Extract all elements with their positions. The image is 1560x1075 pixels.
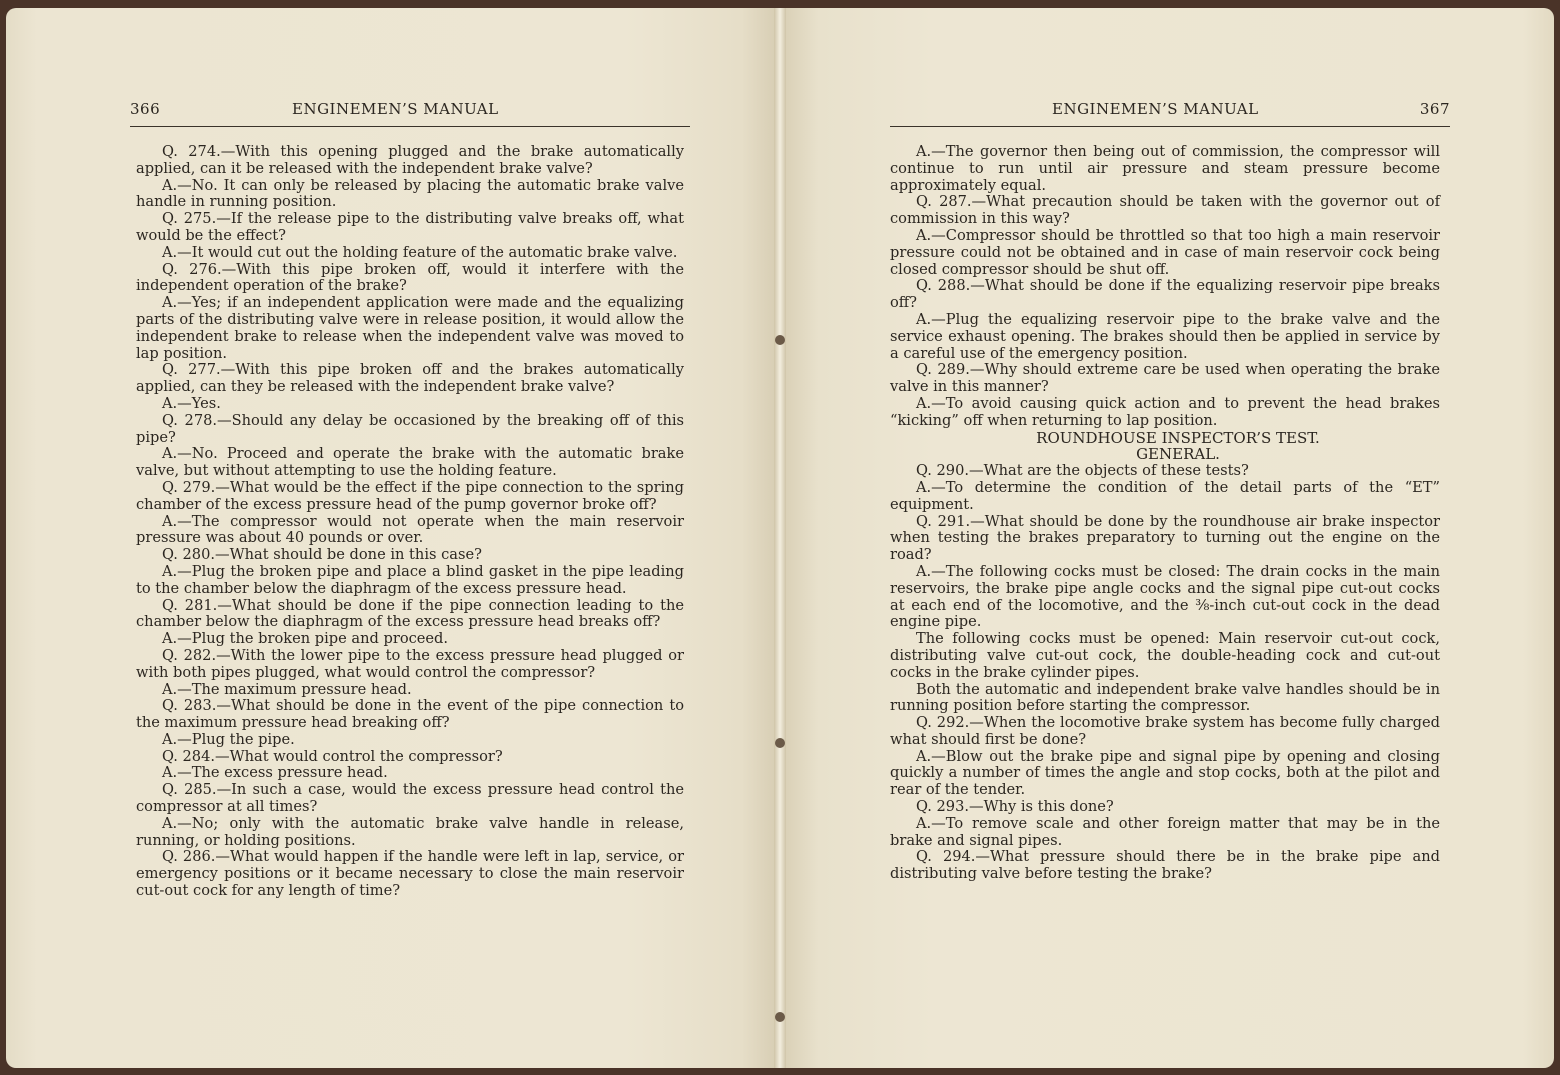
left-page-body [136,144,684,900]
book-gutter [774,8,786,1068]
paragraph: The following cocks must be opened: Main reservoir cut-out cock, distributing valve cut-out cock, the double-heading cock and cut-out cocks in the brake cylinder pipes. [890,630,1440,681]
paragraph: Q. 281.—What should be done if the pipe connection leading to the chamber below the diaphragm of the excess pressure head breaks off? [136,596,684,631]
paragraph: A.—The excess pressure head. [162,764,388,782]
paragraph: A.—No. It can only be released by placing the automatic brake valve handle in running position. [136,176,684,211]
paragraph: A.—No. Proceed and operate the brake with the automatic brake valve, but without attempting to use the holding feature. [136,445,684,480]
paragraph: Q. 279.—What would be the effect if the pipe connection to the spring chamber of the excess pressure head of the pump governor broke off? [136,478,684,513]
paragraph: Q. 291.—What should be done by the roundhouse air brake inspector when testing the brakes preparatory to turning out the engine on the road? [890,512,1440,564]
paragraph: A.—Yes; if an independent application were made and the equalizing parts of the distributing valve were in release position, it would allow the independent brake to release when the independent valve was moved to lap position. [136,294,684,362]
paragraph: Q. 282.—With the lower pipe to the excess pressure head plugged or with both pipes plugged, what would control the compressor? [136,646,684,681]
binding-thread [775,1012,785,1022]
paragraph: A.—Plug the equalizing reservoir pipe to the brake valve and the service exhaust opening. The brakes should then be applied in service by a careful use of the emergency position. [890,310,1440,362]
paragraph: Q. 278.—Should any delay be occasioned by the breaking off of this pipe? [136,411,684,446]
left-page [6,8,780,1068]
paragraph: Q. 292.—When the locomotive brake system has become fully charged what should first be done? [890,714,1440,748]
right-page [780,8,1554,1068]
paragraph: Q. 277.—With this pipe broken off and the brakes automatically applied, can they be released with the independent brake valve? [136,361,684,396]
right-page-header [890,100,1450,127]
binding-thread [775,738,785,748]
paragraph: A.—The governor then being out of commission, the compressor will continue to run until air pressure and steam pressure become approximately equal. [890,143,1440,194]
paragraph: A.—To avoid causing quick action and to prevent the head brakes “kicking” off when returning to lap position. [890,394,1440,429]
paragraph: Q. 288.—What should be done if the equalizing reservoir pipe breaks off? [890,277,1440,312]
paragraph: Q. 274.—With this opening plugged and the brake automatically applied, can it be released with the independent brake valve? [136,143,684,177]
paragraph: A.—Yes. [162,394,221,412]
paragraph: Q. 286.—What would happen if the handle were left in lap, service, or emergency positions or it became necessary to close the main reservoir cut-out cock for any length of time? [136,848,684,900]
paragraph: Q. 280.—What should be done in this case? [162,546,482,564]
paragraph: Q. 283.—What should be done in the event of the pipe connection to the maximum pressure head breaking off? [136,697,684,732]
paragraph: A.—Plug the pipe. [162,730,295,748]
paragraph: A.—Plug the broken pipe and proceed. [162,630,449,648]
left-page-header [130,100,690,127]
paragraph: A.—The maximum pressure head. [162,680,412,698]
paragraph: Q. 276.—With this pipe broken off, would it interfere with the independent operation of the brake? [136,260,684,295]
paragraph: A.—Plug the broken pipe and place a blind gasket in the pipe leading to the chamber below the diaphragm of the excess pressure head. [136,562,684,597]
paragraph: Q. 289.—Why should extreme care be used when operating the brake valve in this manner? [890,361,1440,396]
paragraph: A.—The following cocks must be closed: The drain cocks in the main reservoirs, the brake pipe angle cocks and the signal pipe cut-out cocks at each end of the locomotive, and the ⅜-inch cut-out cock in the dead engine pipe. [890,562,1440,631]
paragraph: A.—Compressor should be throttled so that too high a main reservoir pressure could not be obtained and in case of main reservoir cock being closed compressor should be shut off. [890,226,1440,278]
paragraph: Q. 275.—If the release pipe to the distributing valve breaks off, what would be the effect? [136,210,684,244]
paragraph: A.—The compressor would not operate when the main reservoir pressure was about 40 pounds or over. [136,512,684,547]
left-page-number: 366 [130,100,161,118]
right-page-number: 367 [1419,100,1450,118]
paragraph: Both the automatic and independent brake valve handles should be in running position before starting the compressor. [890,680,1440,715]
paragraph: Q. 293.—Why is this done? [916,798,1114,816]
paragraph: Q. 284.—What would control the compressor? [162,747,503,765]
paragraph: Q. 294.—What pressure should there be in the brake pipe and distributing valve before testing the brake? [890,848,1440,883]
left-running-head: ENGINEMEN’S MANUAL [292,100,499,118]
paragraph: Q. 287.—What precaution should be taken with the governor out of commission in this way? [890,193,1440,228]
paragraph: A.—To remove scale and other foreign matter that may be in the brake and signal pipes. [890,814,1440,849]
paragraph: A.—Blow out the brake pipe and signal pipe by opening and closing quickly a number of times the angle and stop cocks, both at the pilot and rear of the tender. [890,747,1440,799]
paragraph: A.—To determine the condition of the detail parts of the “ET” equipment. [890,478,1440,513]
binding-thread [775,335,785,345]
right-running-head: ENGINEMEN’S MANUAL [1052,100,1259,118]
subsection-heading: GENERAL. [1136,445,1220,464]
paragraph: Q. 285.—In such a case, would the excess pressure head control the compressor at all times? [136,781,684,816]
paragraph: A.—It would cut out the holding feature of the automatic brake valve. [162,243,678,261]
paragraph: Q. 290.—What are the objects of these tests? [916,462,1249,480]
paragraph: A.—No; only with the automatic brake valve handle in release, running, or holding positions. [136,814,684,849]
right-page-body [890,144,1440,883]
section-heading: ROUNDHOUSE INSPECTOR’S TEST. [1036,428,1320,447]
